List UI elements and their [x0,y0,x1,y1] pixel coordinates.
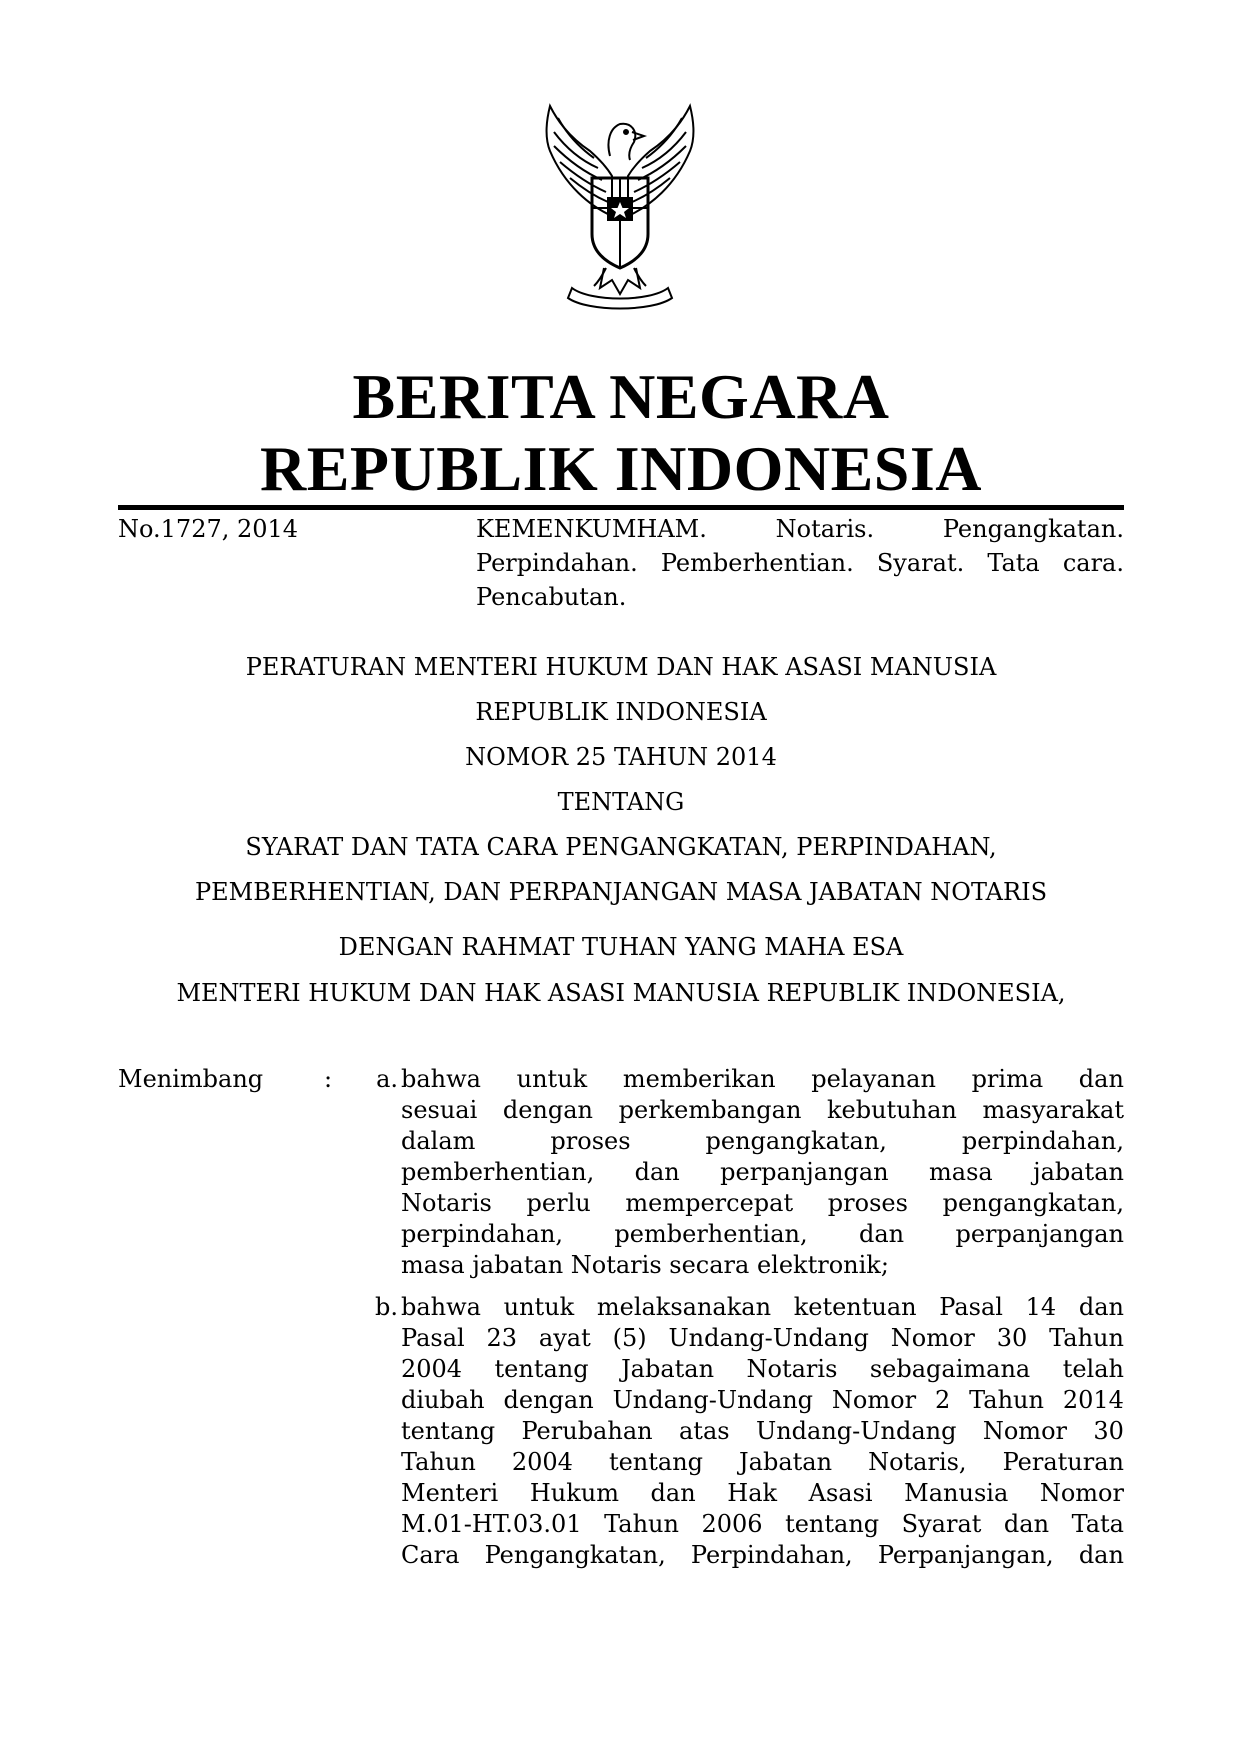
word: Notaris, [868,1448,967,1476]
word: Undang-Undang [612,1386,814,1414]
considering-item-letter: b. [375,1293,398,1321]
word: untuk [503,1293,575,1321]
word: (5) [612,1324,647,1352]
regulation-title-line: PEMBERHENTIAN, DAN PERPANJANGAN MASA JABATAN NOTARIS [194,878,1048,906]
word: dan [634,1158,680,1186]
paragraph-line [401,1478,1124,1509]
paragraph-line [401,1509,1124,1540]
word: tentang [785,1510,880,1538]
word: sesuai [401,1096,478,1124]
considering-colon: : [324,1065,333,1093]
word: pemberhentian, [614,1220,808,1248]
word: Perpindahan, [690,1541,853,1569]
word: Jabatan [621,1355,715,1383]
paragraph-line [401,1416,1124,1447]
paragraph-line [401,1323,1124,1354]
word: jabatan [1033,1158,1124,1186]
word: prima [971,1065,1044,1093]
regulation-title-line: NOMOR 25 TAHUN 2014 [465,743,777,771]
preamble-line: DENGAN RAHMAT TUHAN YANG MAHA ESA [338,933,904,961]
word: Hukum [529,1479,619,1507]
paragraph-line [401,1385,1124,1416]
subject-word: KEMENKUMHAM. [476,515,707,543]
word: perpanjangan [720,1158,889,1186]
word: 2004 [511,1448,573,1476]
word: Nomor [890,1324,975,1352]
subject-line [476,512,1124,546]
word: melaksanakan [596,1293,772,1321]
paragraph-line [401,1126,1124,1157]
word: dan [858,1220,905,1248]
word: dan [1078,1541,1124,1569]
word: 30 [1093,1417,1124,1445]
word: pemberhentian, [401,1158,595,1186]
considering-item-a [401,1064,1124,1281]
word: 23 [486,1324,518,1352]
garuda-emblem-icon [520,96,720,316]
word: dan [650,1479,696,1507]
subject-line [476,546,1124,580]
word: dan [1003,1510,1050,1538]
word: Menteri [401,1479,499,1507]
word: dan [1078,1065,1124,1093]
word: masyarakat [982,1096,1124,1124]
word: Manusia [904,1479,1009,1507]
word: telah [1062,1355,1124,1383]
word: 2 [934,1386,951,1414]
paragraph-line [401,1354,1124,1385]
word: ketentuan [793,1293,917,1321]
word: sebagaimana [869,1355,1031,1383]
word: Perubahan [521,1417,653,1445]
word: ayat [538,1324,591,1352]
word: mempercepat [625,1189,794,1217]
word: Notaris [401,1189,492,1217]
considering-label: Menimbang [118,1065,264,1093]
word: Cara [401,1541,460,1569]
word: Nomor [831,1386,917,1414]
word: perpanjangan [955,1220,1124,1248]
considering-item-b [401,1292,1124,1571]
word: Syarat [901,1510,982,1538]
word: Notaris [746,1355,838,1383]
subject-word: Tata [987,549,1040,577]
subject-word: cara. [1062,549,1124,577]
considering-item-letter: a. [376,1065,398,1093]
paragraph-line [401,1219,1124,1250]
subject-word: Notaris. [775,515,875,543]
word: tentang [401,1417,496,1445]
word: pelayanan [811,1065,936,1093]
paragraph-line [401,1250,1124,1281]
word: pengangkatan, [705,1127,887,1155]
subject-word: Perpindahan. [476,549,638,577]
word: Nomor [1039,1479,1124,1507]
word: diubah [401,1386,485,1414]
regulation-title-line: REPUBLIK INDONESIA [475,698,767,726]
word: untuk [516,1065,588,1093]
paragraph-line [401,1540,1124,1571]
word: Peraturan [1002,1448,1124,1476]
word: 14 [1025,1293,1057,1321]
word: perlu [526,1189,591,1217]
paragraph-line [401,1064,1124,1095]
subject-word: Pencabutan. [476,583,627,611]
word: pengangkatan, [942,1189,1124,1217]
masthead-divider [118,505,1124,510]
word: tentang [608,1448,704,1476]
word: Undang-Undang [668,1324,869,1352]
paragraph-line [401,1292,1124,1323]
word: M.01-HT.03.01 [401,1510,582,1538]
word: Pasal [401,1324,465,1352]
preamble-line: MENTERI HUKUM DAN HAK ASASI MANUSIA REPUBLIK INDONESIA, [176,979,1066,1007]
word: Hak [727,1479,778,1507]
word: Tahun [969,1386,1044,1414]
subject-word: Syarat. [876,549,965,577]
word: masa jabatan Notaris secara elektronik; [401,1251,889,1279]
word: dengan [502,1096,594,1124]
gazette-subject [476,512,1124,614]
word: Perpanjangan, [877,1541,1054,1569]
word: proses [827,1189,908,1217]
word: tentang [494,1355,589,1383]
word: 2006 [701,1510,763,1538]
subject-word: Pengangkatan. [942,515,1124,543]
word: dalam [401,1127,476,1155]
word: perkembangan [618,1096,802,1124]
subject-line [476,580,1124,614]
word: masa [929,1158,993,1186]
word: perpindahan, [401,1220,564,1248]
regulation-title-line: SYARAT DAN TATA CARA PENGANGKATAN, PERPINDAHAN, [245,833,997,861]
word: Tahun [604,1510,679,1538]
word: atas [679,1417,730,1445]
word: Jabatan [739,1448,833,1476]
word: dan [1078,1293,1124,1321]
word: proses [550,1127,631,1155]
gazette-masthead-line2: REPUBLIK INDONESIA [259,433,983,504]
word: 2004 [401,1355,463,1383]
word: bahwa [401,1293,481,1321]
word: kebutuhan [826,1096,957,1124]
regulation-title-line: PERATURAN MENTERI HUKUM DAN HAK ASASI MANUSIA [245,653,997,681]
word: perpindahan, [961,1127,1124,1155]
word: 2014 [1062,1386,1124,1414]
gazette-masthead-line1: BERITA NEGARA [352,361,890,432]
word: Undang-Undang [755,1417,957,1445]
word: Tata [1071,1510,1124,1538]
word: Tahun [1049,1324,1124,1352]
word: Tahun [401,1448,476,1476]
word: Pengangkatan, [484,1541,666,1569]
word: Pasal [939,1293,1003,1321]
word: Nomor [982,1417,1067,1445]
paragraph-line [401,1447,1124,1478]
paragraph-line [401,1157,1124,1188]
gazette-number: No.1727, 2014 [118,515,299,543]
paragraph-line [401,1095,1124,1126]
word: Asasi [808,1479,873,1507]
word: memberikan [622,1065,776,1093]
regulation-title-line: TENTANG [557,788,685,816]
paragraph-line [401,1188,1124,1219]
subject-word: Pemberhentian. [660,549,854,577]
word: dengan [503,1386,594,1414]
word: 30 [996,1324,1028,1352]
word: bahwa [401,1065,481,1093]
